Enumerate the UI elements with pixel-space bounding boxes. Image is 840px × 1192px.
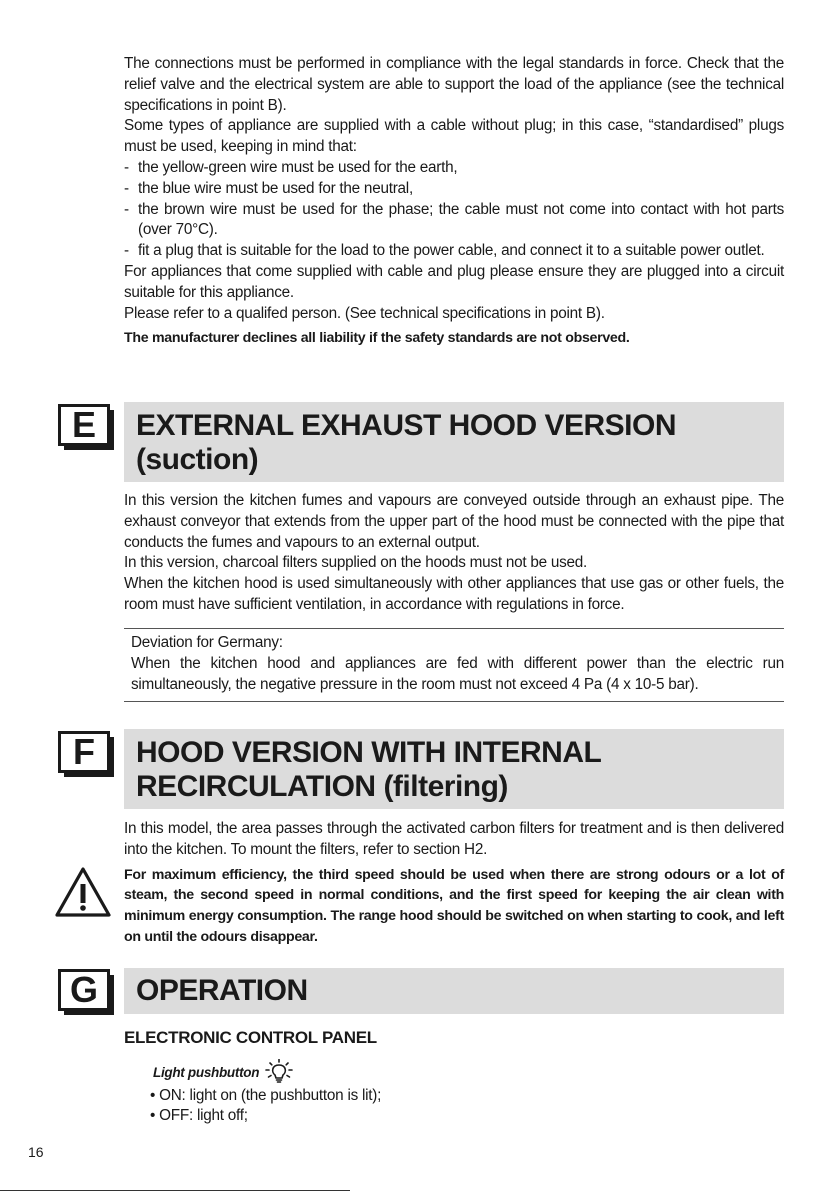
intro-section [124, 54, 784, 349]
note-top-rule [124, 628, 784, 629]
section-e-letter: E [58, 404, 110, 446]
section-f-letter: F [58, 731, 110, 773]
section-f-paragraph-1: In this model, the area passes through the activated carbon filters for treatment and is then delivered into the kitchen. To mount the filters, refer to section H2. [124, 820, 784, 858]
germany-note-text: When the kitchen hood and appliances are fed with different power than the electric run simultaneously, the negative pressure in the room must not exceed 4 Pa (4 x 10-5 bar). [131, 654, 784, 693]
intro-list-item: - the brown wire must be used for the phase; the cable must not come into contact with hot parts (over 70°C). [124, 200, 784, 239]
intro-list-item: - fit a plug that is suitable for the load to the power cable, and connect it to a suitable power outlet. [124, 241, 784, 262]
warning-triangle-icon [55, 866, 111, 918]
bottom-rule [0, 1190, 350, 1191]
section-e-heading-band [124, 402, 784, 482]
section-f-efficiency-warning: For maximum efficiency, the third speed should be used when there are strong odours or a lot of steam, the second speed in normal conditions, and the first speed for keeping the air clean with minimum energy consumption. The range hood should be switched on when starting to cook, and left on until the odours disappear. [124, 866, 784, 945]
dash-mark: - [124, 200, 129, 218]
section-e-body [124, 491, 784, 616]
section-g-title: OPERATION [136, 974, 308, 1007]
light-bulb-icon [265, 1059, 293, 1088]
intro-paragraph-3: For appliances that come supplied with cable and plug please ensure they are plugged into a circuit suitable for this appliance. [124, 262, 784, 301]
germany-note [124, 633, 784, 695]
page-number: 16 [28, 1144, 44, 1160]
section-g-letter: G [58, 969, 110, 1011]
intro-paragraph-2: Some types of appliance are supplied with a cable without plug; in this case, “standardised” plugs must be used, keeping in mind that: [124, 117, 784, 156]
section-f-body [124, 819, 784, 948]
germany-note-title: Deviation for Germany: [131, 634, 283, 651]
control-panel-heading: ELECTRONIC CONTROL PANEL [124, 1028, 377, 1047]
intro-paragraph-1: The connections must be performed in compliance with the legal standards in force. Check that the relief valve and the electrical system are able to support the load of the appliance (see the technical specifications in point B). [124, 55, 784, 114]
intro-list-item: - the yellow-green wire must be used for the earth, [124, 158, 784, 179]
section-e-title: EXTERNAL EXHAUST HOOD VERSION (suction) [136, 409, 677, 476]
intro-list-item: - the blue wire must be used for the neutral, [124, 179, 784, 200]
dash-mark: - [124, 242, 129, 260]
section-e-paragraph-1: In this version the kitchen fumes and vapours are conveyed outside through an exhaust pipe. The exhaust conveyor that extends from the upper part of the hood must be connected with the pipe that conducts the fumes and vapours to an external output. [124, 492, 784, 551]
list-item: • ON: light on (the pushbutton is lit); [150, 1087, 382, 1104]
intro-paragraph-4: Please refer to a qualifed person. (See technical specifications in point B). [124, 304, 605, 322]
section-e-paragraph-2: In this version, charcoal filters supplied on the hoods must not be used. [124, 554, 588, 572]
section-g-heading-band [124, 968, 784, 1014]
section-f-title: HOOD VERSION WITH INTERNAL RECIRCULATION (filtering) [136, 736, 602, 803]
note-bottom-rule [124, 701, 784, 702]
light-pushbutton-label: Light pushbutton [153, 1059, 293, 1088]
section-e-paragraph-3: When the kitchen hood is used simultaneously with other appliances that use gas or other fuels, the room must have sufficient ventilation, in accordance with regulations in force. [124, 575, 784, 613]
intro-liability-warning: The manufacturer declines all liability if the safety standards are not observed. [124, 330, 630, 347]
list-item: • OFF: light off; [150, 1107, 248, 1124]
section-f-heading-band [124, 729, 784, 809]
light-states-list [150, 1086, 381, 1126]
dash-mark: - [124, 179, 129, 197]
dash-mark: - [124, 158, 129, 176]
